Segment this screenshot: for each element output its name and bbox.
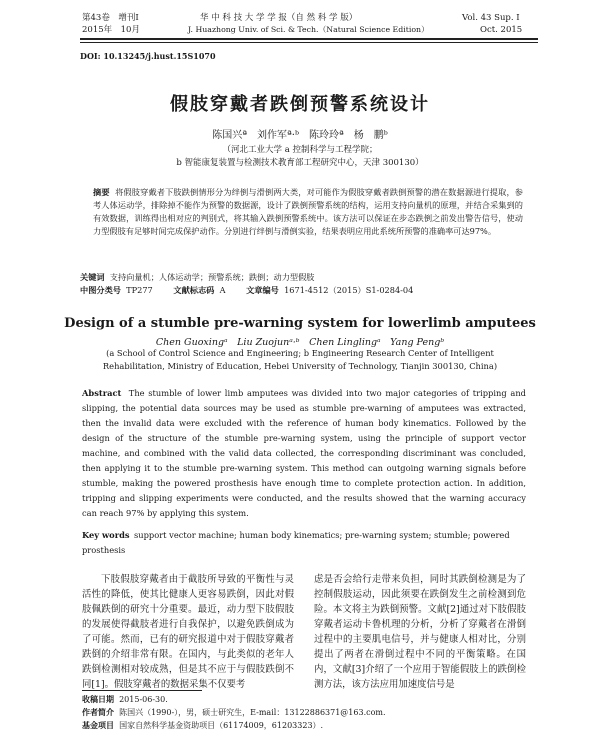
- article-no-value: 1671-4512（2015）S1-0284-04: [284, 285, 414, 295]
- keywords-cn-text: 支持向量机；人体运动学；预警系统；跌倒；动力型假肢: [109, 272, 315, 282]
- doi: DOI: 10.13245/j.hust.15S1070: [80, 51, 216, 61]
- fund-info: 国家自然科学基金资助项目（61174009，61203323）.: [119, 721, 324, 730]
- header-rule-thin: [80, 42, 538, 43]
- keywords-cn: [80, 272, 315, 283]
- body-left-column: 下肢假肢穿戴者由于截肢所导致的平衡性与灵活性的降低，使其比健康人更容易跌倒，因此对假肢佩跌倒的研究十分重要。最近，动力型下肢假肢的发展使得截肢者进行自我保护，以避免跌倒成为了可能。然而，已有的研究报道中对于假肢穿戴者跌倒的介绍非常有限。在国内，与此类似的老年人跌倒检测相对较成熟，但是其不应于与假肢跌倒不同[1]。假肢穿戴者的数据采集不仅要考: [82, 574, 294, 690]
- abstract-cn-text: 将假肢穿戴者下肢跌倒情形分为绊倒与滑倒两大类，对可能作为假肢穿戴者跌倒预警的潜在数据源进行提取，参考人体运动学，排除掉不能作为预警的数据源，设计了跌倒预警系统的结构，运用支持向量机的原理，并结合采集到的有效数据，训练得出相对应的判别式，将其输入跌倒预警系统中。该方法可以保证在步态跌倒之前发出警告信号，使动力型假肢有足够时间完成保护动作。分别进行绊倒与滑倒实验，结果表明应用此系统所预警的准确率可达97%。: [93, 187, 523, 236]
- clc-label: 中图分类号: [80, 285, 121, 295]
- header-journal-cn: 华 中 科 技 大 学 学 报（自 然 科 学 版）: [200, 13, 358, 23]
- affiliation-cn-2: b 智能康复装置与检测技术教育部工程研究中心，天津 300130）: [176, 158, 424, 168]
- doc-code-label: 文献标志码: [173, 285, 215, 295]
- footnote-fund: [82, 719, 323, 732]
- header-date-en: Oct. 2015: [480, 25, 523, 35]
- authors-en: Chen Guoxingᵃ Liu Zuojunᵃ·ᵇ Chen Linglingᵃ Yang Pengᵇ: [155, 337, 445, 348]
- authors-cn: 陈国兴ª 刘作军ª·ᵇ 陈玲玲ª 杨 鹏ᵇ: [212, 130, 388, 141]
- header-volume: 第43卷 增刊Ⅰ: [82, 13, 139, 23]
- author-info-label: 作者简介: [82, 708, 114, 717]
- classification-line: [80, 285, 413, 296]
- footnote-author: [82, 706, 386, 719]
- abstract-en-text: The stumble of lower limb amputees was divided into two major categories of tripping and slipping, the potential data sources may be used as stumble pre-warning of amputees was extracted, then the invalid data were excluded with the reference of human body kinematics. Followed by the design of the structure of the stumble pre-warning system, using the principle of support vector machine, and combined with the valid data collected, the corresponding discriminant was concluded, then applying it to the stumble pre-warning system. This method can outgoing warning signals before stumble, making the powered prosthesis have enough time to complete protection action. In addition, tripping and slipping experiments were conducted, and the results showed that the warning accuracy can reach 97% by applying this system.: [82, 388, 526, 518]
- header-rule: [80, 38, 538, 40]
- keywords-cn-label: 关键词: [80, 272, 105, 282]
- body-right-column: 虑是否会给行走带来负担，同时其跌倒检测是为了控制假肢运动，因此须要在跌倒发生之前检测到危险。本文将主为跌倒预警。文献[2]通过对下肢假肢穿戴者运动卡鲁机理的分析，分析了穿戴者在滑倒过程中的主要肌电信号，并与健康人相对比，分别提出了两者在滑倒过程中不同的平衡策略。在国内，文献[3]介绍了一个应用于智能假肢上的跌倒检测方法，该方法应用加速度信号是: [314, 574, 526, 690]
- doc-code-value: A: [219, 285, 226, 295]
- title-cn: 假肢穿戴者跌倒预警系统设计: [170, 94, 430, 115]
- received-label: 收稿日期: [82, 695, 114, 704]
- clc-value: TP277: [126, 285, 153, 295]
- title-en: Design of a stumble pre-warning system for lowerlimb amputees: [64, 316, 536, 331]
- header-date: 2015年 10月: [82, 25, 140, 35]
- fund-label: 基金项目: [82, 721, 114, 730]
- abstract-en-label: Abstract: [82, 388, 122, 398]
- affiliation-en-2: Rehabilitation, Ministry of Education, Hebei University of Technology, Tianjin 300130, China): [102, 361, 498, 371]
- footnote-rule: [82, 690, 202, 691]
- affiliation-cn-1: （河北工业大学 a 控制科学与工程学院；: [222, 145, 378, 155]
- abstract-cn: [93, 186, 523, 238]
- abstract-en: [82, 386, 526, 521]
- affiliation-en-1: (a School of Control Science and Engineering; b Engineering Research Center of Intelligent: [106, 348, 494, 358]
- author-info: 陈国兴（1990-），男，硕士研究生，E-mail：13122886371@163.com.: [119, 708, 386, 717]
- received-date: 2015-06-30.: [119, 695, 168, 704]
- article-no-label: 文章编号: [246, 285, 279, 295]
- header-journal-en: J. Huazhong Univ. of Sci. & Tech.（Natural Science Edition）: [188, 25, 429, 34]
- keywords-en: [82, 528, 526, 558]
- keywords-en-text: support vector machine; human body kinematics; pre-warning system; stumble; powered prosthesis: [82, 530, 510, 555]
- abstract-cn-label: 摘要: [93, 187, 110, 197]
- keywords-en-label: Key words: [82, 530, 130, 540]
- footnote-received: [82, 693, 168, 706]
- header-volume-en: Vol. 43 Sup. Ⅰ: [462, 13, 520, 23]
